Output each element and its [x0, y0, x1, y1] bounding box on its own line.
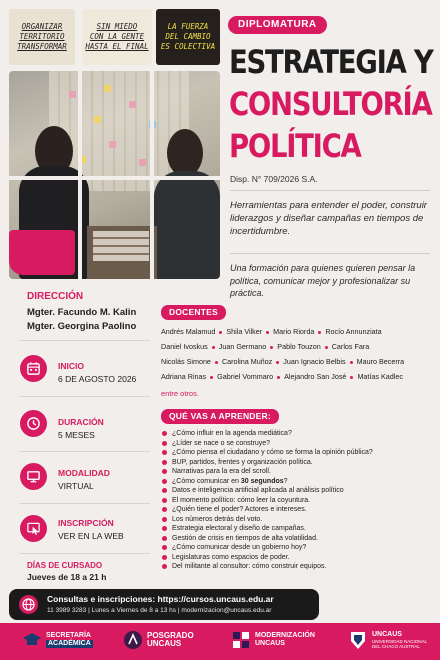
list-item	[162, 429, 432, 439]
docente-name: Pablo Touzon	[277, 342, 321, 351]
list-item	[162, 562, 432, 572]
note-line: SIN MIEDO	[96, 21, 138, 31]
list-item	[162, 505, 432, 515]
divider	[230, 253, 430, 254]
sticky-note	[109, 141, 116, 148]
logo-sub: ACADÉMICA	[48, 640, 91, 647]
uncaus-shield-icon	[348, 630, 368, 650]
list-item-text: ¿Cómo influir en la agenda mediática?	[172, 430, 292, 437]
logo-title: POSGRADO	[147, 631, 194, 640]
divider	[20, 396, 150, 397]
title-line-1: ESTRATEGIA Y	[229, 43, 433, 81]
list-item	[162, 524, 432, 534]
graduation-cap-icon	[22, 630, 42, 650]
list-item-text: ¿Quién tiene el poder? Actores e intereses.	[172, 506, 307, 513]
cursor-icon	[20, 515, 47, 542]
list-item	[162, 543, 432, 553]
docente-name: Carlos Fara	[331, 342, 370, 351]
list-item	[162, 467, 432, 477]
list-item-text: ¿Líder se nace o se construye?	[172, 439, 271, 447]
list-item-text: Estrategia electoral y diseño de campañas.	[172, 525, 306, 532]
divider	[20, 553, 150, 554]
logo-secretaria	[22, 630, 93, 650]
docente-name: Adriana Rinas	[161, 372, 207, 381]
divider	[20, 451, 150, 452]
grid-divider	[9, 176, 220, 180]
intro-text-secondary: Una formación para quienes quieren pensar la política, comunicar mejor y profesionalizar su práctica.	[230, 263, 416, 298]
list-item-text: Narrativas para la era del scroll.	[172, 468, 271, 475]
logo-modernizacion	[231, 630, 315, 650]
divider	[20, 503, 150, 504]
list-item	[162, 458, 432, 468]
info-label: MODALIDAD	[58, 468, 110, 478]
list-item	[162, 486, 432, 496]
director-name: Mgter. Facundo M. Kalin	[27, 307, 137, 318]
director-name: Mgter. Georgina Paolino	[27, 321, 137, 332]
info-label: DURACIÓN	[58, 417, 104, 427]
logo-title: MODERNIZACIÓN	[255, 632, 315, 639]
globe-icon	[19, 595, 38, 614]
list-item-text: Los números detrás del voto.	[172, 515, 263, 523]
docente-name: Mario Riorda	[273, 327, 315, 336]
docentes-row	[161, 372, 433, 381]
docente-name: Rocío Annunziata	[325, 327, 382, 336]
docente-name: Alejandro San José	[284, 372, 347, 381]
info-value: 6 DE AGOSTO 2026	[58, 374, 137, 384]
intro-text: Herramientas para entender el poder, construir liderazgos y diseñar campañas en tiempos de incertidumbre.	[230, 200, 427, 237]
title-line-3: POLÍTICA	[229, 127, 361, 165]
clock-icon	[20, 410, 47, 437]
docentes-row	[161, 327, 433, 336]
note-line: HASTA EL FINAL	[85, 42, 149, 52]
contact-bar	[9, 589, 319, 620]
sticky-note	[104, 85, 111, 92]
list-item-text: BUP, partidos, frentes y organización política.	[172, 458, 313, 466]
note-line: ES COLECTIVA	[160, 42, 216, 52]
accent-block	[9, 230, 75, 275]
grid-divider	[78, 71, 82, 279]
divider	[230, 190, 430, 191]
docente-name: Gabriel Vommaro	[217, 372, 274, 381]
note-line: CON LA GENTE	[89, 31, 145, 41]
modernizacion-mark-icon	[231, 630, 251, 650]
note-line: TERRITORIO	[19, 31, 65, 41]
info-label: INICIO	[58, 361, 84, 371]
list-item-text: ¿Cómo piensa el ciudadano y cómo se forma la opinión pública?	[172, 449, 373, 456]
sticky-note	[139, 159, 146, 166]
info-value: VER EN LA WEB	[58, 531, 124, 541]
contact-website[interactable]: Consultas e inscripciones: https://cursos.uncaus.edu.ar	[47, 594, 274, 604]
person-man	[154, 171, 220, 279]
docente-name: Mauro Becerra	[356, 357, 405, 366]
logo-uncaus	[348, 630, 430, 650]
list-item	[162, 477, 432, 487]
sticky-note	[69, 91, 76, 98]
info-label: INSCRIPCIÓN	[58, 518, 114, 528]
title-line-2: CONSULTORÍA	[229, 85, 432, 123]
logo-sub: UNIVERSIDAD NACIONAL DEL CHACO AUSTRAL	[372, 638, 427, 649]
list-item	[162, 534, 432, 544]
docente-name: Andrés Malamud	[161, 327, 216, 336]
docente-name: Juan Germano	[218, 342, 267, 351]
note-line: TRANSFORMAR	[17, 42, 67, 52]
posgrado-mark-icon	[123, 630, 143, 650]
diplomatura-badge: DIPLOMATURA	[228, 16, 327, 34]
logo-title: SECRETARÍA	[46, 632, 91, 639]
footer	[0, 623, 440, 660]
sticky-note	[129, 101, 136, 108]
docente-name: Shila Vilker	[226, 327, 263, 336]
docentes-row	[161, 342, 433, 351]
grid-divider	[150, 71, 154, 279]
list-item	[162, 496, 432, 506]
person-head	[167, 129, 203, 177]
note-line: ORGANIZAR	[21, 21, 63, 31]
calendar-icon	[20, 355, 47, 382]
list-item-text: Del militante al consultor: cómo construir equipos.	[172, 563, 327, 570]
dias-value: Jueves de 18 a 21 h	[27, 572, 107, 582]
divider	[20, 340, 150, 341]
logo-posgrado	[123, 630, 194, 650]
docentes-others: entre otros.	[161, 389, 199, 398]
list-item-text: ¿Cómo comunicar desde un gobierno hoy?	[172, 544, 307, 551]
sticky-note	[94, 116, 101, 123]
docentes-heading: DOCENTES	[161, 305, 226, 320]
contact-details: 11 3989 3283 | Lunes a Viernes de 8 a 13 hs | modernizacion@uncaus.edu.ar	[47, 607, 272, 614]
learn-heading: QUÉ VAS A APRENDER:	[161, 409, 279, 424]
list-item	[162, 515, 432, 525]
list-item-text: Legislaturas como espacios de poder.	[172, 553, 290, 561]
docente-name: Matías Kadlec	[357, 372, 403, 381]
list-item	[162, 439, 432, 449]
list-item-text: ¿Cómo comunicar en 30 segundos?	[172, 477, 288, 485]
list-item-text: El momento político: cómo leer la coyuntura.	[172, 496, 311, 504]
papers	[93, 231, 149, 261]
info-value: 5 MESES	[58, 430, 95, 440]
logo-title: UNCAUS	[372, 630, 402, 638]
note-line: DEL CAMBIO	[165, 31, 211, 41]
note-line: LA FUERZA	[167, 21, 209, 31]
direccion-heading: DIRECCIÓN	[27, 291, 84, 302]
list-item	[162, 448, 432, 458]
docente-name: Carolina Muñoz	[221, 357, 273, 366]
docente-name: Juan Ignacio Belbis	[283, 357, 346, 366]
logo-sub: UNCAUS	[255, 640, 285, 647]
monitor-icon	[20, 463, 47, 490]
list-item	[162, 553, 432, 563]
docente-name: Daniel Ivoskus	[161, 342, 208, 351]
docentes-row	[161, 357, 433, 366]
dias-label: DÍAS DE CURSADO	[27, 561, 103, 570]
note-organizar	[9, 9, 75, 65]
list-item-text: Gestión de crisis en tiempos de alta volatilidad.	[172, 534, 318, 542]
docente-name: Nicolás Simone	[161, 357, 211, 366]
disposition-number: Disp. N° 709/2026 S.A.	[230, 174, 318, 184]
note-sin-miedo	[82, 9, 152, 65]
list-item-text: Datos e inteligencia artificial aplicada al análisis político	[172, 487, 344, 494]
note-la-fuerza	[156, 9, 220, 65]
logo-sub: UNCAUS	[147, 639, 182, 648]
info-value: VIRTUAL	[58, 481, 94, 491]
learn-list	[162, 429, 432, 572]
